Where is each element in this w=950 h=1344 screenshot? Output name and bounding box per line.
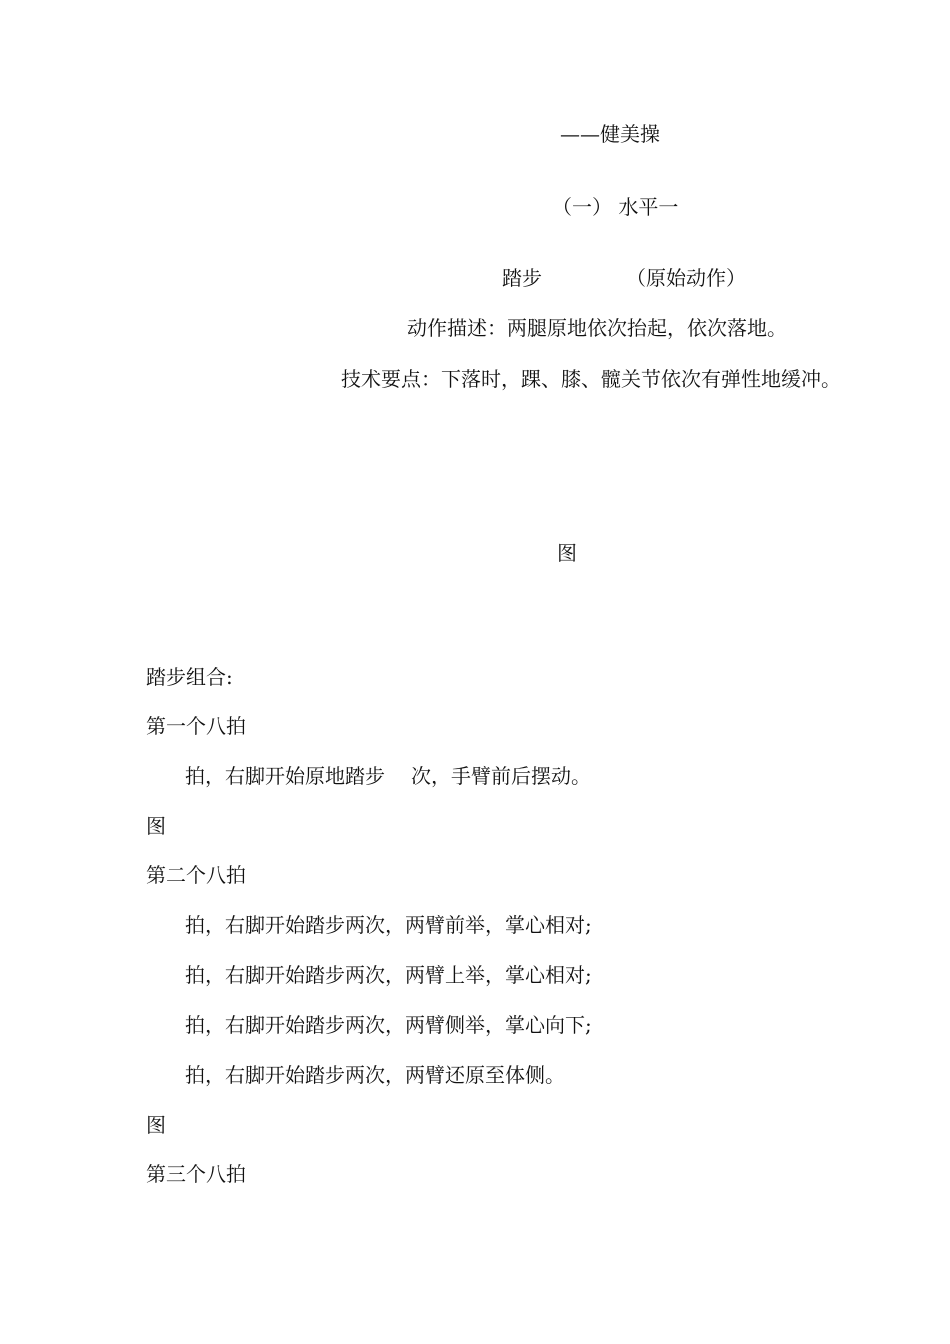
move-name-note: （原始动作） [626, 266, 746, 290]
figure-label: 图 [557, 541, 577, 565]
phrase-1-title: 第一个八拍 [146, 714, 246, 738]
phrase-2-title: 第二个八拍 [146, 863, 246, 887]
section-heading: （一） 水平一 [552, 195, 679, 219]
move-description: 动作描述：两腿原地依次抬起，依次落地。 [407, 316, 787, 340]
phrase-2-line: 拍，右脚开始踏步两次，两臂侧举，掌心向下; [185, 1013, 592, 1037]
document-subtitle: ——健美操 [560, 122, 660, 146]
phrase-2-line: 拍，右脚开始踏步两次，两臂上举，掌心相对; [185, 963, 592, 987]
move-name: 踏步 [502, 266, 542, 290]
phrase-1-figure-label: 图 [146, 814, 166, 838]
phrase-2-line: 拍，右脚开始踏步两次，两臂还原至体侧。 [185, 1063, 565, 1087]
phrase-2-figure-label: 图 [146, 1113, 166, 1137]
phrase-3-title: 第三个八拍 [146, 1162, 246, 1186]
phrase-1-line-part-b: 次，手臂前后摆动。 [411, 764, 591, 788]
move-technique: 技术要点：下落时，踝、膝、髋关节依次有弹性地缓冲。 [341, 367, 841, 391]
move-heading [502, 268, 746, 288]
phrase-1-line [185, 766, 591, 786]
phrase-2-line: 拍，右脚开始踏步两次，两臂前举，掌心相对; [185, 913, 592, 937]
phrase-1-line-part-a: 拍，右脚开始原地踏步 [185, 764, 385, 788]
combination-title: 踏步组合: [146, 665, 233, 689]
